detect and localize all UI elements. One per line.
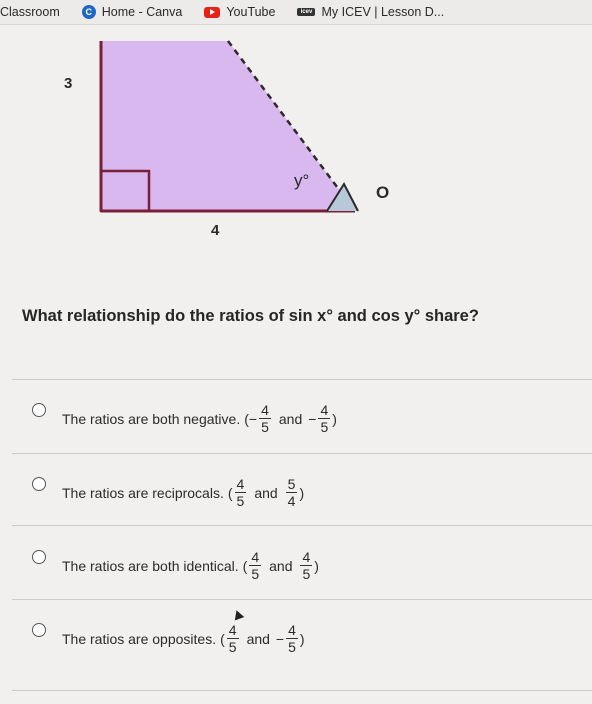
answer-option-4[interactable] (32, 622, 305, 655)
fraction (227, 622, 239, 655)
option-close-paren: ) (299, 630, 305, 647)
answer-option-2[interactable] (32, 476, 304, 509)
fraction (259, 402, 271, 435)
numerator: 4 (228, 622, 237, 638)
fraction (286, 622, 298, 655)
denominator: 5 (302, 566, 311, 582)
triangle-figure (0, 24, 592, 274)
numerator: 4 (236, 476, 245, 492)
denominator: 5 (228, 639, 237, 655)
numerator: 4 (320, 402, 329, 418)
divider (12, 379, 592, 380)
divider (12, 453, 592, 454)
option-open-paren: ( (242, 557, 248, 574)
bookmark-label: Home - Canva (101, 5, 183, 19)
option-sign: − (275, 630, 285, 647)
numerator: 4 (251, 549, 260, 565)
numerator: 4 (302, 549, 311, 565)
bookmark-youtube[interactable] (204, 5, 275, 19)
option-sign: − (248, 410, 258, 427)
bookmarks-bar (0, 0, 592, 25)
youtube-icon (204, 7, 220, 18)
radio-button[interactable] (32, 403, 46, 417)
radio-button[interactable] (32, 477, 46, 491)
option-close-paren: ) (299, 484, 305, 501)
fraction (249, 549, 261, 582)
option-and: and (246, 630, 270, 647)
option-sign: − (308, 410, 317, 427)
canva-icon: C (82, 5, 96, 19)
triangle-shape (101, 41, 355, 211)
denominator: 5 (261, 419, 269, 435)
option-close-paren: ) (314, 557, 319, 574)
option-and: and (269, 557, 293, 574)
option-text: The ratios are both identical. (62, 557, 239, 574)
bookmark-label: YouTube (226, 5, 276, 19)
option-and: and (278, 410, 303, 427)
denominator: 5 (251, 566, 260, 582)
bookmark-label: My ICEV | Lesson D... (321, 5, 445, 19)
option-open-paren: ( (227, 484, 233, 501)
side-label-vertical: 3 (64, 75, 73, 92)
fraction (286, 476, 298, 509)
numerator: 5 (287, 476, 296, 492)
numerator: 4 (261, 402, 269, 418)
bookmark-canva[interactable] (82, 5, 183, 19)
question-text: What relationship do the ratios of sin x° and cos y° share? (22, 307, 479, 325)
option-and: and (254, 484, 278, 501)
mouse-cursor-icon (232, 609, 244, 621)
denominator: 5 (236, 493, 245, 509)
side-label-horizontal: 4 (211, 222, 220, 239)
answer-option-1[interactable] (32, 402, 337, 435)
corner-label: O (376, 183, 390, 202)
icev-icon: icev (297, 8, 315, 16)
denominator: 4 (287, 493, 296, 509)
angle-label: y° (294, 171, 310, 190)
option-text: The ratios are both negative. (62, 410, 241, 427)
denominator: 5 (320, 419, 329, 435)
fraction (300, 549, 312, 582)
bookmark-classroom[interactable] (0, 5, 60, 19)
answer-option-3[interactable] (32, 549, 319, 582)
radio-button[interactable] (32, 623, 46, 637)
option-open-paren: ( (220, 630, 225, 647)
divider (12, 525, 592, 526)
option-close-paren: ) (332, 410, 337, 427)
fraction (318, 402, 330, 435)
divider (12, 599, 592, 600)
option-text: The ratios are opposites. (62, 630, 217, 647)
fraction (235, 476, 247, 509)
divider (12, 690, 592, 691)
radio-button[interactable] (32, 550, 46, 564)
denominator: 5 (288, 639, 296, 655)
numerator: 4 (288, 622, 296, 638)
bookmark-label: Classroom (0, 5, 60, 19)
option-text: The ratios are reciprocals. (62, 484, 224, 501)
option-open-paren: ( (244, 410, 249, 427)
bookmark-icev[interactable] (297, 5, 444, 19)
